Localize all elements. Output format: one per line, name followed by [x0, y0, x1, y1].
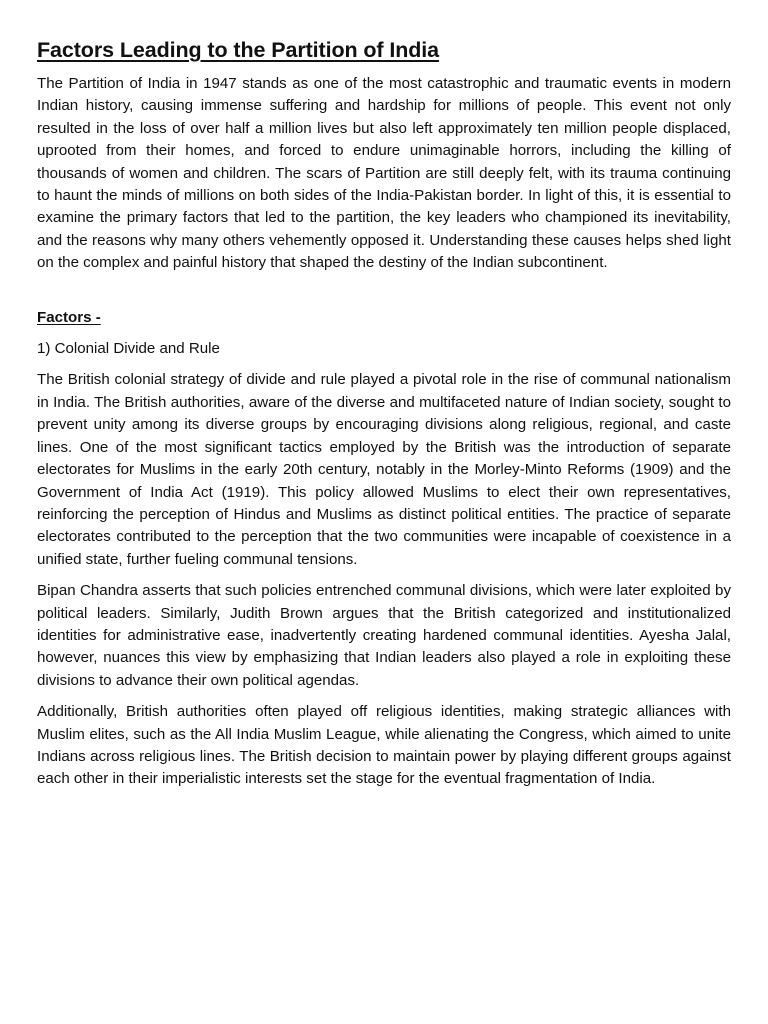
body-paragraph: The British colonial strategy of divide and rule played a pivotal role in the rise of communal nationalism in India. The British authorities, aware of the diverse and multifaceted nature of Indian society, sought to prevent unity among its diverse groups by encouraging divisions along religious, regional, and caste lines. One of the most significant tactics employed by the British was the introduction of separate electorates for Muslims in the early 20th century, notably in the Morley-Minto Reforms (1909) and the Government of India Act (1919). This policy allowed Muslims to elect their own representatives, reinforcing the perception of Hindus and Muslims as distinct political entities. The practice of separate electorates contributed to the perception that the two communities were incapable of coexistence in a unified state, further fueling communal tensions.	[37, 371, 731, 568]
subheading-colonial-divide-and-rule: 1) Colonial Divide and Rule	[37, 340, 220, 358]
body-paragraph: Additionally, British authorities often played off religious identities, making strategic alliances with Muslim elites, such as the All India Muslim League, while alienating the Congress, which aimed to unite Indians across religious lines. The British decision to maintain power by playing different groups against each other in their imperialistic interests set the stage for the eventual fragmentation of India.	[37, 703, 731, 788]
document-page	[37, 36, 731, 800]
intro-paragraph: The Partition of India in 1947 stands as one of the most catastrophic and traumatic events in modern Indian history, causing immense suffering and hardship for millions of people. This event not only resulted in the loss of over half a million lives but also left approximately ten million people displaced, uprooted from their homes, and forced to endure unimaginable horrors, including the killing of thousands of women and children. The scars of Partition are still deeply felt, with its trauma continuing to haunt the minds of millions on both sides of the India-Pakistan border. In light of this, it is essential to examine the primary factors that led to the partition, the key leaders who championed its inevitability, and the reasons why many others vehemently opposed it. Understanding these causes helps shed light on the complex and painful history that shaped the destiny of the Indian subcontinent.	[37, 75, 731, 272]
section-heading-factors: Factors -	[37, 308, 101, 326]
body-paragraph: Bipan Chandra asserts that such policies entrenched communal divisions, which were later exploited by political leaders. Similarly, Judith Brown argues that the British categorized and institutionalized identities for administrative ease, inadvertently creating hardened communal identities. Ayesha Jalal, however, nuances this view by emphasizing that Indian leaders also played a role in exploiting these divisions to advance their own political agendas.	[37, 582, 731, 689]
document-title: Factors Leading to the Partition of India	[37, 38, 440, 62]
